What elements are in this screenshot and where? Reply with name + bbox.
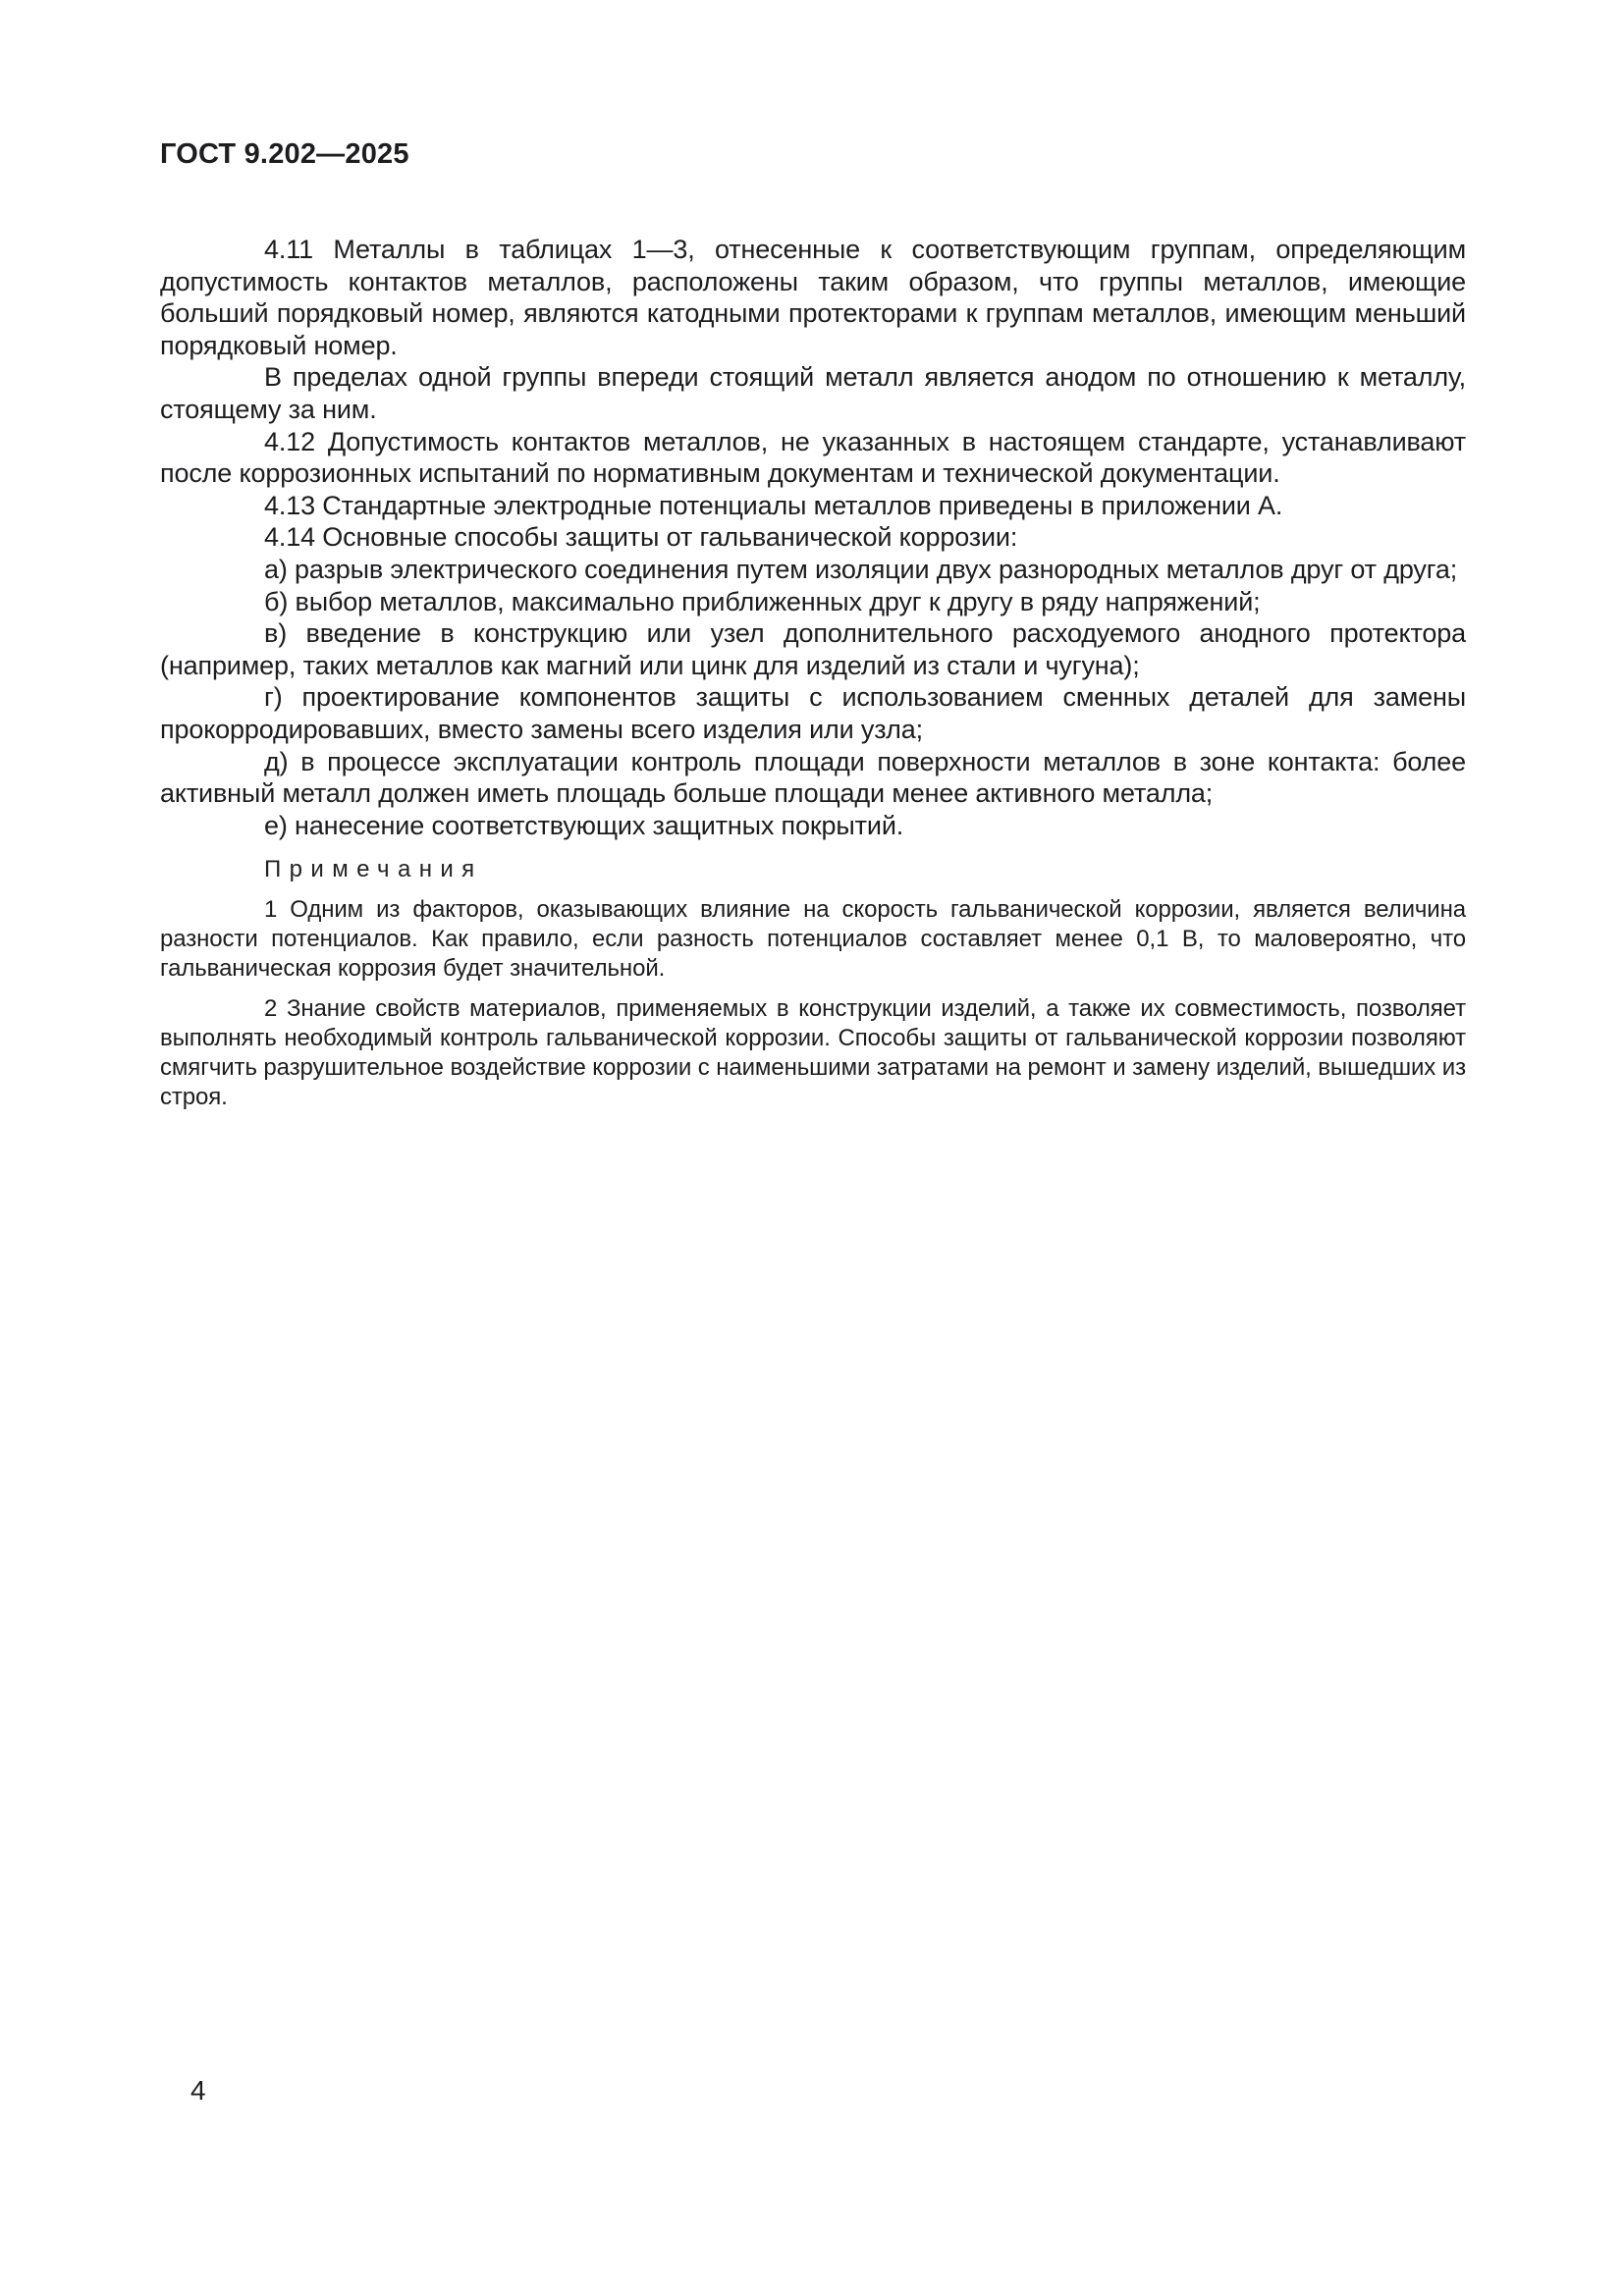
standard-number-header: ГОСТ 9.202—2025 <box>160 138 409 170</box>
list-item-b: б) выбор металлов, максимально приближенных друг к другу в ряду напряжений; <box>264 586 1261 616</box>
list-item-d: д) в процессе эксплуатации контроль площади поверхности металлов в зоне контакта: более активный металл должен иметь площадь больше площади менее активного металла; <box>160 746 1466 809</box>
document-body <box>160 234 1466 1112</box>
note-2: 2 Знание свойств материалов, применяемых в конструкции изделий, а также их совместимость, позволяет выполнять необходимый контроль гальванической коррозии. Способы защиты от гальванической коррозии позволяют смягчить разрушительное воздействие коррозии с наименьшими затратами на ремонт и замену изделий, вышедших из строя. <box>160 995 1466 1111</box>
notes-section <box>160 855 1466 1112</box>
notes-heading: Примечания <box>264 856 483 883</box>
list-item-e: е) нанесение соответствующих защитных покрытий. <box>264 810 904 840</box>
paragraph-4-14: 4.14 Основные способы защиты от гальванической коррозии: <box>264 522 1018 553</box>
paragraph-4-13: 4.13 Стандартные электродные потенциалы металлов приведены в приложении А. <box>264 490 1283 520</box>
paragraph-group-anode-note: В пределах одной группы впереди стоящий металл является анодом по отношению к металлу, стоящему за ним. <box>160 362 1466 424</box>
paragraph-4-11: 4.11 Металлы в таблицах 1—3, отнесенные к соответствующим группам, определяющим допустимость контактов металлов, расположены таким образом, что группы металлов, имеющие больший порядковый номер, являются катодными протекторами к группам металлов, имеющим меньший порядковый номер. <box>160 235 1466 360</box>
note-1: 1 Одним из факторов, оказывающих влияние на скорость гальванической коррозии, является величина разности потенциалов. Как правило, если разность потенциалов составляет менее 0,1 В, то маловероятно, что гальваническая коррозия будет значительной. <box>160 896 1466 983</box>
paragraph-4-12: 4.12 Допустимость контактов металлов, не указанных в настоящем стандарте, устанавливают после коррозионных испытаний по нормативным документам и технической документации. <box>160 426 1466 489</box>
list-item-v: в) введение в конструкцию или узел дополнительного расходуемого анодного протектора (например, таких металлов как магний или цинк для изделий из стали и чугуна); <box>160 618 1466 680</box>
list-item-g: г) проектирование компонентов защиты с использованием сменных деталей для замены прокорродировавших, вместо замены всего изделия или узла; <box>160 682 1466 744</box>
list-item-a: а) разрыв электрического соединения путем изоляции двух разнородных металлов друг от друга; <box>264 554 1458 584</box>
page-number: 4 <box>190 2075 206 2106</box>
